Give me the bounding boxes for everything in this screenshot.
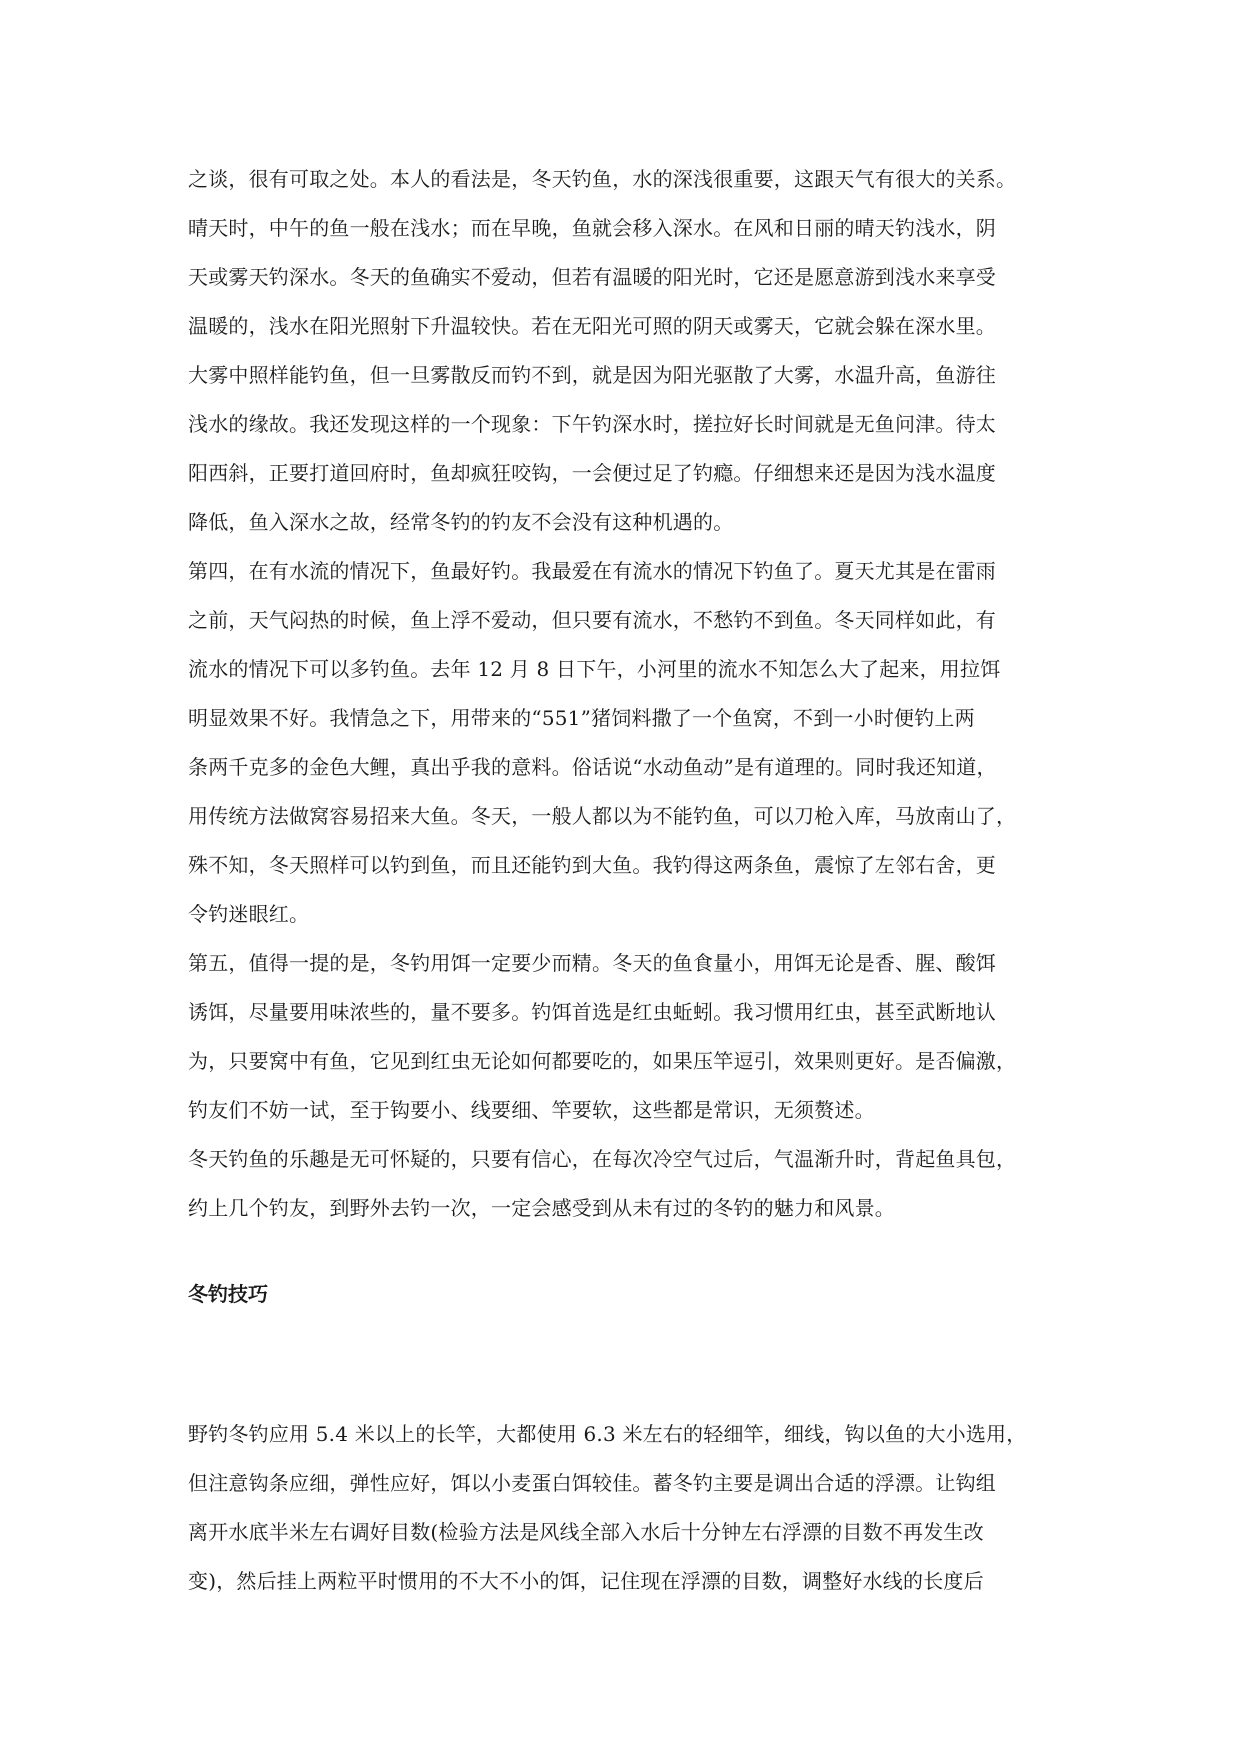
text-line: 令钓迷眼红。 xyxy=(188,902,310,926)
text-line: 流水的情况下可以多钓鱼。去年 12 月 8 日下午，小河里的流水不知怎么大了起来，用拉饵 xyxy=(188,657,1001,681)
text-line: 变)，然后挂上两粒平时惯用的不大不小的饵，记住现在浮漂的目数，调整好水线的长度后 xyxy=(188,1569,984,1593)
text-line: 野钓冬钓应用 5.4 米以上的长竿，大都使用 6.3 米左右的轻细竿，细线，钩以鱼的大小选用， xyxy=(188,1422,1027,1446)
text-line: 阳西斜，正要打道回府时，鱼却疯狂咬钩，一会便过足了钓瘾。仔细想来还是因为浅水温度 xyxy=(188,461,996,485)
text-line: 条两千克多的金色大鲤，真出乎我的意料。俗话说“水动鱼动”是有道理的。同时我还知道， xyxy=(188,755,997,779)
text-line: 第四，在有水流的情况下，鱼最好钓。我最爱在有流水的情况下钓鱼了。夏天尤其是在雷雨 xyxy=(188,559,996,583)
text-line: 降低，鱼入深水之故，经常冬钓的钓友不会没有这种机遇的。 xyxy=(188,510,734,534)
text-line: 温暖的，浅水在阳光照射下升温较快。若在无阳光可照的阴天或雾天，它就会躲在深水里。 xyxy=(188,314,996,338)
text-line: 殊不知，冬天照样可以钓到鱼，而且还能钓到大鱼。我钓得这两条鱼，震惊了左邻右舍，更 xyxy=(188,853,996,877)
text-line: 为，只要窝中有鱼，它见到红虫无论如何都要吃的，如果压竿逗引，效果则更好。是否偏激， xyxy=(188,1049,1017,1073)
section-heading: 冬钓技巧 xyxy=(188,1282,268,1306)
text-line: 用传统方法做窝容易招来大鱼。冬天，一般人都以为不能钓鱼，可以刀枪入库，马放南山了， xyxy=(188,804,1017,828)
text-line: 晴天时，中午的鱼一般在浅水；而在早晚，鱼就会移入深水。在风和日丽的晴天钓浅水，阴 xyxy=(188,216,996,240)
text-line: 约上几个钓友，到野外去钓一次，一定会感受到从未有过的冬钓的魅力和风景。 xyxy=(188,1196,895,1220)
text-line: 浅水的缘故。我还发现这样的一个现象：下午钓深水时，搓拉好长时间就是无鱼问津。待太 xyxy=(188,412,996,436)
text-line: 天或雾天钓深水。冬天的鱼确实不爱动，但若有温暖的阳光时，它还是愿意游到浅水来享受 xyxy=(188,265,996,289)
body-text-block-1 xyxy=(188,155,1058,1233)
body-text-block-2 xyxy=(188,1410,1058,1606)
text-line: 诱饵，尽量要用味浓些的，量不要多。钓饵首选是红虫蚯蚓。我习惯用红虫，甚至武断地认 xyxy=(188,1000,996,1024)
text-line: 明显效果不好。我情急之下，用带来的“551”猪饲料撒了一个鱼窝，不到一小时便钓上两 xyxy=(188,706,975,730)
text-line: 冬天钓鱼的乐趣是无可怀疑的，只要有信心，在每次冷空气过后，气温渐升时，背起鱼具包， xyxy=(188,1147,1017,1171)
text-line: 离开水底半米左右调好目数(检验方法是风线全部入水后十分钟左右浮漂的目数不再发生改 xyxy=(188,1520,984,1544)
text-line: 之前，天气闷热的时候，鱼上浮不爱动，但只要有流水，不愁钓不到鱼。冬天同样如此，有 xyxy=(188,608,996,632)
text-line: 大雾中照样能钓鱼，但一旦雾散反而钓不到，就是因为阳光驱散了大雾，水温升高，鱼游往 xyxy=(188,363,996,387)
text-line: 钓友们不妨一试，至于钩要小、线要细、竿要软，这些都是常识，无须赘述。 xyxy=(188,1098,875,1122)
text-line: 第五，值得一提的是，冬钓用饵一定要少而精。冬天的鱼食量小，用饵无论是香、腥、酸饵 xyxy=(188,951,996,975)
text-line: 之谈，很有可取之处。本人的看法是，冬天钓鱼，水的深浅很重要，这跟天气有很大的关系。 xyxy=(188,167,1017,191)
text-line: 但注意钩条应细，弹性应好，饵以小麦蛋白饵较佳。蓄冬钓主要是调出合适的浮漂。让钩组 xyxy=(188,1471,996,1495)
